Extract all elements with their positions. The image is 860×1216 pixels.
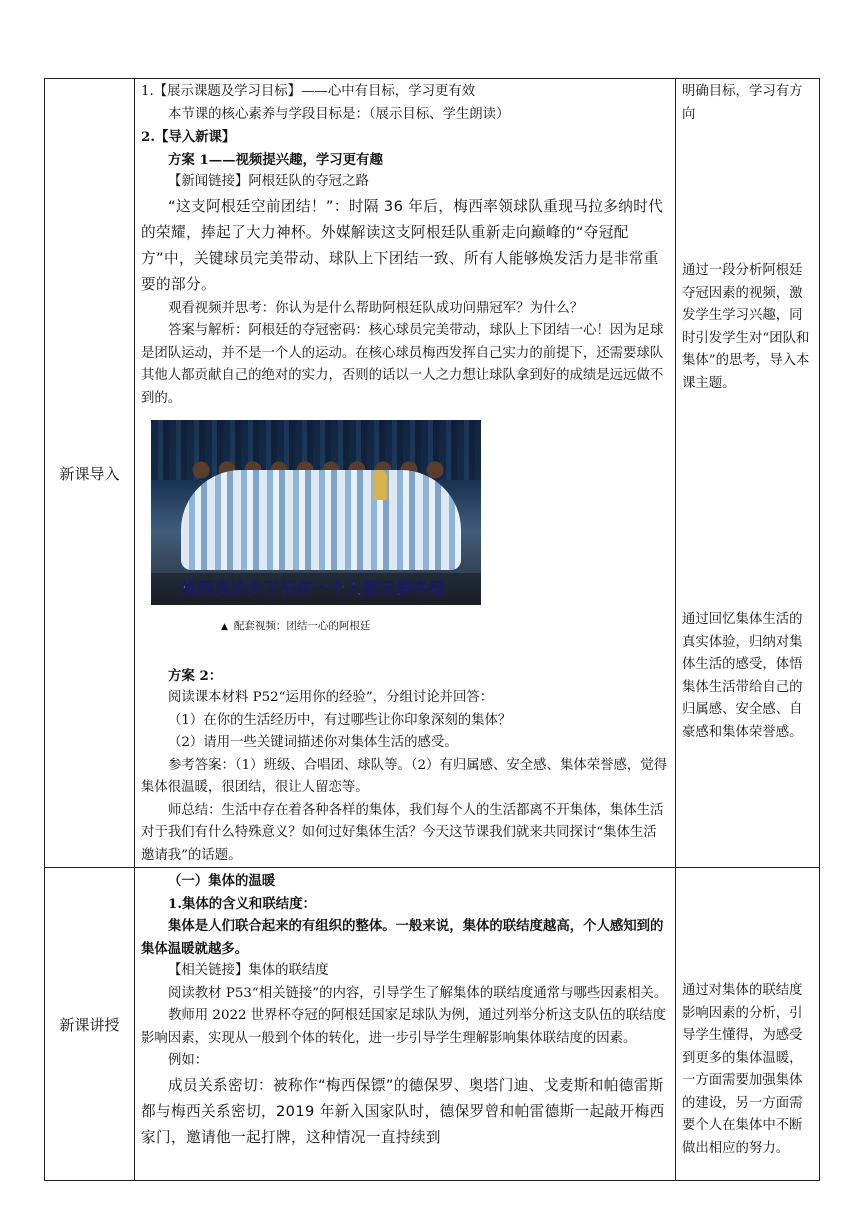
- row-intro: [45, 79, 820, 868]
- example-label: 例如：: [168, 1053, 209, 1068]
- figure-caption: [141, 615, 669, 639]
- example-text: 成员关系密切：被称作“梅西保镖”的德保罗、奥塔门迪、戈麦斯和帕德雷斯都与梅西关系密切，2019 年新入国家队时，德保罗曾和帕雷德斯一起敲开梅西家门，邀请他一起打牌，这种情况一直持续到: [141, 1076, 665, 1146]
- related-link-title: 【相关链接】集体的联结度: [168, 963, 329, 978]
- lecture-content: [135, 868, 676, 1181]
- plan2-answer: 参考答案：（1）班级、合唱团、球队等。（2）有归属感、安全感、集体荣誉感，觉得集体很温暖，很团结，很让人留恋等。: [141, 757, 668, 795]
- row-label-intro: 新课导入: [45, 79, 135, 868]
- figure-caption-text: 配套视频：团结一心的阿根廷: [233, 620, 371, 632]
- intro-content: [135, 79, 676, 868]
- row-label-lecture: 新课讲授: [45, 868, 135, 1181]
- definition-text: 集体是人们联合起来的有组织的整体。一般来说，集体的联结度越高，个人感知到的集体温暖就越多。: [141, 918, 664, 957]
- goal-text: 本节课的核心素养与学段目标是：（展示目标、学生朗读）: [168, 106, 510, 122]
- team-photo[interactable]: [151, 420, 481, 605]
- plan1-heading: 方案 1——视频提兴趣，学习更有趣: [168, 151, 383, 168]
- video-question: 观看视频并思考：你认为是什么帮助阿根廷队成功问鼎冠军？为什么？: [168, 300, 584, 316]
- goal-heading: 1.【展示课题及学习目标】——心中有目标，学习更有效: [141, 84, 476, 99]
- reading-task: 阅读教材 P53“相关链接”的内容，引导学生了解集体的联结度通常与哪些因素相关。: [168, 985, 668, 1001]
- note-video: 通过一段分析阿根廷夺冠因素的视频，激发学生学习兴趣，同时引发学生对“团队和集体”的思考，导入本课主题。: [682, 263, 810, 391]
- row-lecture: [45, 868, 820, 1181]
- plan2-q1: （1）在你的生活经历中，有过哪些让你印象深刻的集体？: [168, 712, 512, 728]
- subsection-meaning: 1.集体的含义和联结度：: [168, 895, 316, 912]
- plan2-q2: （2）请用一些关键词描述你对集体生活的感受。: [168, 735, 458, 750]
- note-connection: 通过对集体的联结度影响因素的分析，引导学生懂得，为感受到更多的集体温暖，一方面需要加强集体的建设，另一方面需要个人在集体中不断做出相应的努力。: [682, 983, 803, 1156]
- news-link-title: 【新闻链接】阿根廷队的夺冠之路: [168, 174, 369, 189]
- triangle-icon: ▲: [221, 622, 228, 632]
- teacher-summary: 师总结：生活中存在着各种各样的集体，我们每个人的生活都离不开集体，集体生活对于我们有什么特殊意义？如何过好集体生活？今天这节课我们就来共同探讨“集体生活邀请我”的话题。: [141, 802, 664, 863]
- plan2-heading: 方案 2：: [168, 667, 223, 684]
- lesson-table: [44, 78, 820, 1181]
- note-experience: 通过回忆集体生活的真实体验，归纳对集体生活的感受，体悟集体生活带给自己的归属感、安全感、自豪感和集体荣誉感。: [682, 612, 803, 740]
- trophy-icon: [373, 470, 387, 500]
- lesson-plan-page: [44, 78, 818, 1181]
- photo-caption: 梅西身边少了任何一个人都无法夺冠: [151, 573, 481, 605]
- video-answer: 答案与解析：阿根廷的夺冠密码：核心球员完美带动，球队上下团结一心！因为足球是团队运动，并不是一个人的运动。在核心球员梅西发挥自己实力的前提下，还需要球队其他人都贡献自己的绝对的实力，否则的话以一人之力想让球队拿到好的成绩是远远做不到的。: [141, 323, 664, 406]
- news-quote: “这支阿根廷空前团结！”：时隔 36 年后，梅西率领球队重现马拉多纳时代的荣耀，捧起了大力神杯。外媒解读这支阿根廷队重新走向巅峰的“夺冠配方”中，关键球员完美带动、球队上下团结一致、所有人能够焕发活力是非常重要的部分。: [141, 197, 664, 293]
- teacher-example: 教师用 2022 世界杯夺冠的阿根廷国家足球队为例，通过列举分析这支队伍的联结度影响因素，实现从一般到个体的转化，进一步引导学生理解影响集体联结度的因素。: [141, 1008, 666, 1046]
- note-goal: 明确目标，学习有方向: [682, 84, 803, 122]
- intro-notes: [676, 79, 820, 868]
- lecture-notes: [676, 868, 820, 1181]
- section-warmth: （一）集体的温暖: [168, 873, 276, 889]
- plan2-task: 阅读课本材料 P52“运用你的经验”，分组讨论并回答：: [168, 690, 494, 705]
- photo-team: [181, 470, 461, 570]
- intro-heading: 2.【导入新课】: [141, 129, 236, 145]
